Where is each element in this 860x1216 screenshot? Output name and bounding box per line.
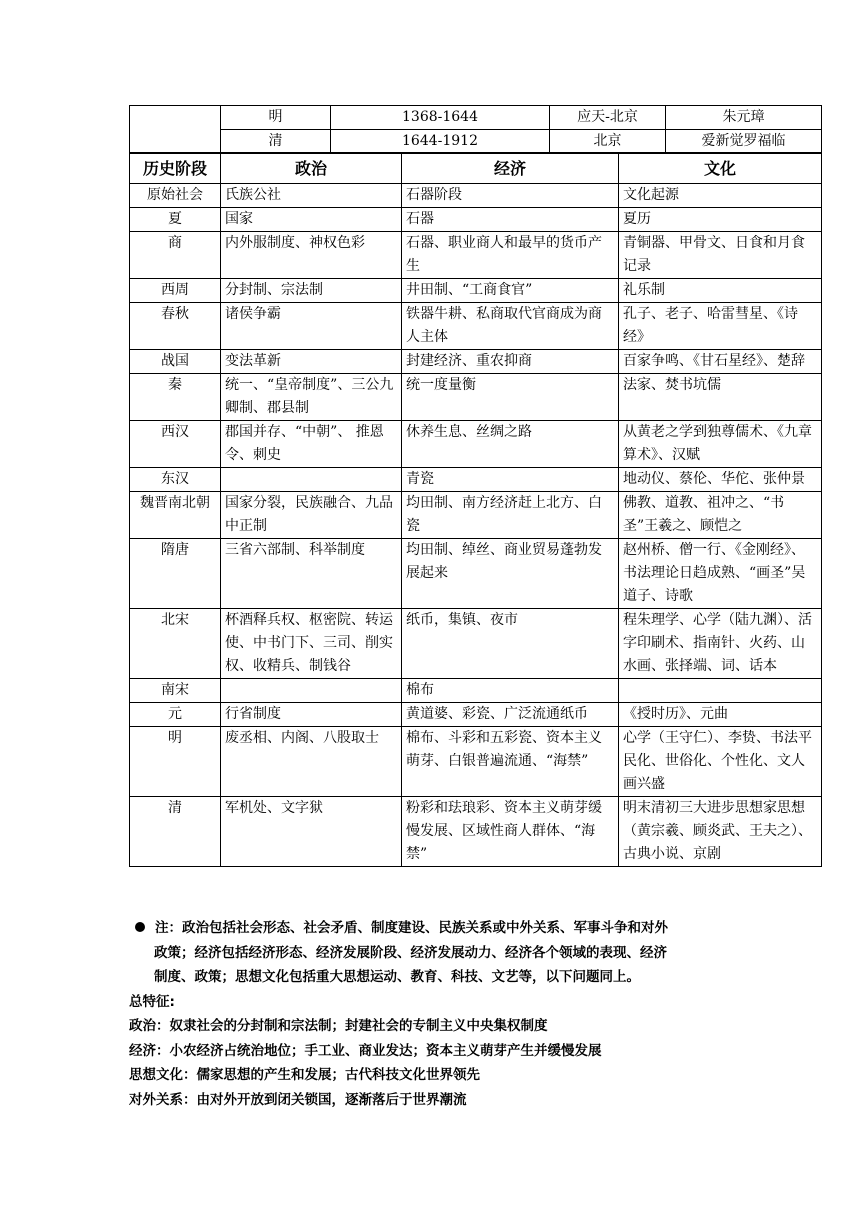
- header-culture: 文化: [619, 153, 822, 184]
- politics-cell: 统一、“皇帝制度”、三公九卿制、郡县制: [221, 374, 402, 421]
- culture-cell: 佛教、道教、祖冲之、“书圣”王羲之、顾恺之: [619, 492, 822, 539]
- summary-economy: 经济：小农经济占统治地位；手工业、商业发达；资本主义萌芽产生并缓慢发展: [129, 1042, 602, 1059]
- politics-cell: 变法革新: [221, 350, 402, 374]
- table-row: [130, 279, 822, 303]
- table-row: [130, 374, 822, 421]
- politics-cell: [221, 468, 402, 492]
- economy-cell: 纸币，集镇、夜市: [402, 609, 619, 679]
- table-row: [130, 130, 822, 154]
- politics-cell: 氏族公社: [221, 184, 402, 208]
- stage-cell: 原始社会: [130, 184, 221, 208]
- table-row: [130, 679, 822, 703]
- stage-cell: 元: [130, 703, 221, 727]
- politics-cell: 行省制度: [221, 703, 402, 727]
- economy-cell: 铁器牛耕、私商取代官商成为商人主体: [402, 303, 619, 350]
- economy-cell: 石器: [402, 208, 619, 232]
- table-body: [130, 184, 822, 867]
- table-row: [130, 232, 822, 279]
- economy-cell: 均田制、绰丝、商业贸易蓬勃发展起来: [402, 539, 619, 609]
- economy-cell: 石器、职业商人和最早的货币产生: [402, 232, 619, 279]
- dynasty-name: 明: [221, 106, 331, 130]
- stage-cell: 北宋: [130, 609, 221, 679]
- empty-cell: [130, 106, 221, 154]
- history-stage-table: [129, 152, 822, 867]
- stage-cell: 商: [130, 232, 221, 279]
- dynasty-years: 1368-1644: [331, 106, 550, 130]
- table-row: [130, 703, 822, 727]
- dynasty-founder: 爱新觉罗福临: [666, 130, 822, 154]
- stage-cell: 隋唐: [130, 539, 221, 609]
- economy-cell: 粉彩和珐琅彩、资本主义萌芽缓慢发展、区域性商人群体、“海禁”: [402, 797, 619, 867]
- table-row: [130, 106, 822, 130]
- economy-cell: 石器阶段: [402, 184, 619, 208]
- dynasty-summary-table: [129, 105, 822, 154]
- stage-cell: 清: [130, 797, 221, 867]
- stage-cell: 明: [130, 727, 221, 797]
- culture-cell: 《授时历》、元曲: [619, 703, 822, 727]
- header-economy: 经济: [402, 153, 619, 184]
- stage-cell: 秦: [130, 374, 221, 421]
- stage-cell: 春秋: [130, 303, 221, 350]
- table-row: [130, 303, 822, 350]
- stage-cell: 西汉: [130, 421, 221, 468]
- header-stage: 历史阶段: [130, 153, 221, 184]
- dynasty-years: 1644-1912: [331, 130, 550, 154]
- politics-cell: 军机处、文字狱: [221, 797, 402, 867]
- notes-section: [129, 916, 829, 1112]
- dynasty-capital: 北京: [550, 130, 666, 154]
- summary-foreign: 对外关系：由对外开放到闭关锁国，逐渐落后于世界潮流: [129, 1091, 467, 1108]
- table-row: [130, 609, 822, 679]
- culture-cell: 赵州桥、僧一行、《金刚经》、书法理论日趋成熟、“画圣”吴道子、诗歌: [619, 539, 822, 609]
- stage-cell: 夏: [130, 208, 221, 232]
- summary-politics: 政治：奴隶社会的分封制和宗法制；封建社会的专制主义中央集权制度: [129, 1018, 548, 1034]
- politics-cell: 国家分裂，民族融合、九品中正制: [221, 492, 402, 539]
- politics-cell: 内外服制度、神权色彩: [221, 232, 402, 279]
- economy-cell: 井田制、“工商食官”: [402, 279, 619, 303]
- economy-cell: 封建经济、重农抑商: [402, 350, 619, 374]
- economy-cell: 棉布: [402, 679, 619, 703]
- dynasty-capital: 应天-北京: [550, 106, 666, 130]
- table-row: [130, 468, 822, 492]
- culture-cell: 孔子、老子、哈雷彗星、《诗经》: [619, 303, 822, 350]
- economy-cell: 青瓷: [402, 468, 619, 492]
- politics-cell: 诸侯争霸: [221, 303, 402, 350]
- table-row: [130, 797, 822, 867]
- bullet-icon: [135, 922, 145, 932]
- dynasty-founder: 朱元璋: [666, 106, 822, 130]
- note-line: 制度、政策；思想文化包括重大思想运动、教育、科技、文艺等，以下问题同上。: [154, 969, 640, 985]
- economy-cell: 统一度量衡: [402, 374, 619, 421]
- table-row: [130, 727, 822, 797]
- table-row: [130, 350, 822, 374]
- culture-cell: 百家争鸣、《甘石星经》、楚辞: [619, 350, 822, 374]
- stage-cell: 西周: [130, 279, 221, 303]
- politics-cell: 国家: [221, 208, 402, 232]
- politics-cell: [221, 679, 402, 703]
- note-line: 政策；经济包括经济形态、经济发展阶段、经济发展动力、经济各个领域的表现、经济: [154, 944, 667, 961]
- header-politics: 政治: [221, 153, 402, 184]
- culture-cell: 夏历: [619, 208, 822, 232]
- note-paragraph: [129, 916, 829, 941]
- economy-cell: 休养生息、丝绸之路: [402, 421, 619, 468]
- dynasty-name: 清: [221, 130, 331, 154]
- politics-cell: 废丞相、内阁、八股取士: [221, 727, 402, 797]
- culture-cell: 心学（王守仁）、李贽、书法平民化、世俗化、个性化、文人画兴盛: [619, 727, 822, 797]
- culture-cell: 程朱理学、心学（陆九渊）、活字印刷术、指南针、火药、山水画、张择端、词、话本: [619, 609, 822, 679]
- culture-cell: 文化起源: [619, 184, 822, 208]
- politics-cell: 杯酒释兵权、枢密院、转运使、中书门下、三司、削实权、收精兵、制钱谷: [221, 609, 402, 679]
- summary-title: 总特征:: [129, 993, 175, 1010]
- politics-cell: 郡国并存、“中朝”、 推恩令、刺史: [221, 421, 402, 468]
- economy-cell: 棉布、斗彩和五彩瓷、资本主义萌芽、白银普遍流通、“海禁”: [402, 727, 619, 797]
- stage-cell: 魏晋南北朝: [130, 492, 221, 539]
- culture-cell: 法家、焚书坑儒: [619, 374, 822, 421]
- culture-cell: 从黄老之学到独尊儒术、《九章算术》、汉赋: [619, 421, 822, 468]
- summary-culture: 思想文化：儒家思想的产生和发展；古代科技文化世界领先: [129, 1067, 480, 1083]
- table-header-row: [130, 153, 822, 184]
- economy-cell: 均田制、南方经济赶上北方、白瓷: [402, 492, 619, 539]
- culture-cell: 礼乐制: [619, 279, 822, 303]
- politics-cell: 分封制、宗法制: [221, 279, 402, 303]
- table-row: [130, 184, 822, 208]
- culture-cell: 青铜器、甲骨文、日食和月食记录: [619, 232, 822, 279]
- table-row: [130, 208, 822, 232]
- stage-cell: 南宋: [130, 679, 221, 703]
- culture-cell: 明末清初三大进步思想家思想（黄宗羲、顾炎武、王夫之）、古典小说、京剧: [619, 797, 822, 867]
- table-row: [130, 492, 822, 539]
- note-line: 注：政治包括社会形态、社会矛盾、制度建设、民族关系或中外关系、军事斗争和对外: [155, 920, 668, 936]
- table-row: [130, 539, 822, 609]
- politics-cell: 三省六部制、科举制度: [221, 539, 402, 609]
- culture-cell: [619, 679, 822, 703]
- stage-cell: 战国: [130, 350, 221, 374]
- economy-cell: 黄道婆、彩瓷、广泛流通纸币: [402, 703, 619, 727]
- culture-cell: 地动仪、蔡伦、华佗、张仲景: [619, 468, 822, 492]
- stage-cell: 东汉: [130, 468, 221, 492]
- table-row: [130, 421, 822, 468]
